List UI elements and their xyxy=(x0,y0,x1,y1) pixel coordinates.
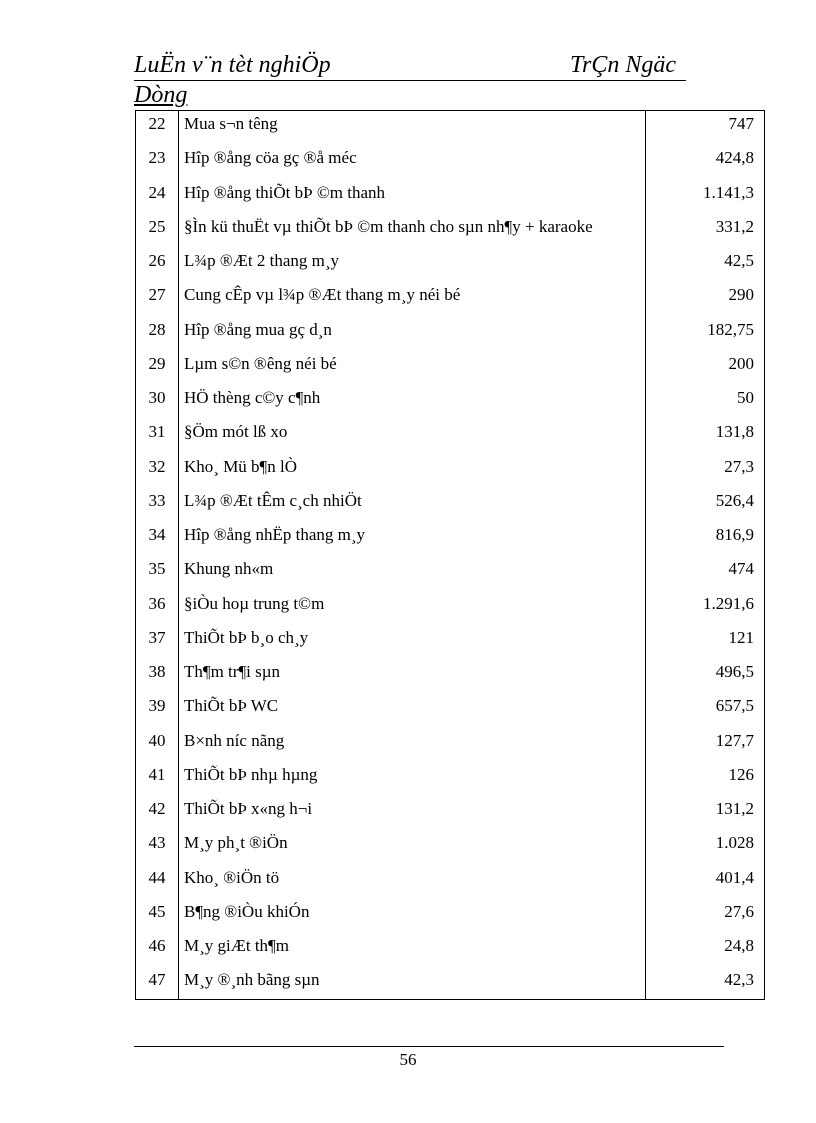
row-number: 46 xyxy=(148,936,166,955)
item-name: L¾p ®Æt tÊm c¸ch nhiÖt xyxy=(184,490,362,510)
item-value: 127,7 xyxy=(715,730,754,750)
item-value: 24,8 xyxy=(724,936,754,955)
row-number: 22 xyxy=(148,114,166,133)
item-name: Kho¸ ®iÖn tö xyxy=(184,867,280,887)
item-name: L¾p ®Æt 2 thang m¸y xyxy=(184,251,340,270)
row-number: 36 xyxy=(148,593,166,613)
table-row xyxy=(136,248,764,282)
table-row xyxy=(136,317,764,351)
item-name: Cung cÊp vµ l¾p ®Æt thang m¸y néi bé xyxy=(184,285,461,305)
row-number: 34 xyxy=(148,525,166,544)
item-value: 657,5 xyxy=(715,696,754,716)
item-value: 747 xyxy=(728,114,754,133)
row-number: 25 xyxy=(148,216,166,236)
row-number: 26 xyxy=(148,251,166,270)
item-name: B×nh níc nãng xyxy=(184,730,285,750)
item-name: §Öm mót lß xo xyxy=(184,422,288,442)
row-number: 33 xyxy=(148,490,166,510)
item-value: 424,8 xyxy=(715,148,754,168)
item-name: Kho¸ Mü b¶n lÒ xyxy=(184,456,298,476)
table-row xyxy=(136,522,764,556)
item-name: Mua s¬n têng xyxy=(184,114,278,133)
table-row xyxy=(136,625,764,659)
item-value: 1.028 xyxy=(715,833,754,853)
item-name: ThiÕt bÞ nhµ hµng xyxy=(184,764,318,784)
item-value: 1.291,6 xyxy=(703,593,754,613)
table-row xyxy=(136,796,764,830)
table-row xyxy=(136,967,764,1001)
table-row xyxy=(136,351,764,385)
row-number: 44 xyxy=(148,867,166,887)
item-name: M¸y ®¸nh bãng sµn xyxy=(184,970,320,990)
item-name: ThiÕt bÞ WC xyxy=(184,696,279,716)
row-number: 37 xyxy=(148,627,166,647)
item-value: 131,8 xyxy=(715,422,754,442)
item-value: 401,4 xyxy=(715,867,754,887)
item-name: M¸y ph¸t ®iÖn xyxy=(184,833,288,853)
author-name: TrÇn Ngäc xyxy=(570,52,677,78)
row-number: 40 xyxy=(148,730,166,750)
item-value: 182,75 xyxy=(707,319,754,339)
item-name: ThiÕt bÞ b¸o ch¸y xyxy=(184,627,309,647)
item-name: Hîp ®ång nhËp thang m¸y xyxy=(184,525,365,544)
footer-rule xyxy=(134,1046,724,1047)
row-number: 24 xyxy=(148,182,166,202)
row-number: 29 xyxy=(148,353,166,373)
item-name: M¸y giÆt th¶m xyxy=(184,936,289,955)
item-name: Khung nh«m xyxy=(184,559,274,579)
item-value: 42,5 xyxy=(724,251,754,270)
table-row xyxy=(136,556,764,590)
row-number: 41 xyxy=(148,764,166,784)
item-name: Lµm s©n ®êng néi bé xyxy=(184,353,337,373)
item-value: 131,2 xyxy=(715,799,754,818)
item-name: §Ìn kü thuËt vµ thiÕt bÞ ©m thanh cho sµn nh¶y + karaoke xyxy=(184,216,593,236)
item-name: Hîp ®ång mua gç d¸n xyxy=(184,319,332,339)
table-row xyxy=(136,830,764,864)
item-value: 27,3 xyxy=(724,456,754,476)
row-number: 42 xyxy=(148,799,166,818)
item-value: 121 xyxy=(728,627,754,647)
item-value: 526,4 xyxy=(715,490,754,510)
item-value: 27,6 xyxy=(724,901,754,921)
row-number: 31 xyxy=(148,422,166,442)
row-number: 39 xyxy=(148,696,166,716)
table-row xyxy=(136,214,764,248)
table-row xyxy=(136,693,764,727)
row-number: 47 xyxy=(148,970,166,990)
item-value: 496,5 xyxy=(715,662,754,681)
item-value: 50 xyxy=(737,388,754,407)
item-name: B¶ng ®iÒu khiÓn xyxy=(184,901,310,921)
table-row xyxy=(136,419,764,453)
table-row xyxy=(136,111,764,145)
table-row xyxy=(136,488,764,522)
item-value: 200 xyxy=(728,353,754,373)
table-row xyxy=(136,933,764,967)
item-name: HÖ thèng c©y c¶nh xyxy=(184,388,321,407)
item-name: §iÒu hoµ trung t©m xyxy=(184,593,325,613)
table-row xyxy=(136,591,764,625)
item-value: 126 xyxy=(728,764,754,784)
item-value: 1.141,3 xyxy=(703,182,754,202)
table-row xyxy=(136,899,764,933)
table-row xyxy=(136,180,764,214)
item-value: 331,2 xyxy=(715,216,754,236)
table-row xyxy=(136,762,764,796)
item-value: 290 xyxy=(728,285,754,305)
row-number: 43 xyxy=(148,833,166,853)
item-name: Th¶m tr¶i sµn xyxy=(184,662,281,681)
item-value: 474 xyxy=(728,559,754,579)
row-number: 32 xyxy=(148,456,166,476)
row-number: 45 xyxy=(148,901,166,921)
item-value: 42,3 xyxy=(724,970,754,990)
author-name-continued: Dòng xyxy=(134,82,188,108)
item-value: 816,9 xyxy=(715,525,754,544)
table-row xyxy=(136,728,764,762)
table-row xyxy=(136,454,764,488)
thesis-title: LuËn v¨n tèt nghiÖp xyxy=(134,52,331,78)
page-number: 56 xyxy=(399,1050,417,1069)
item-name: Hîp ®ång thiÕt bÞ ©m thanh xyxy=(184,182,386,202)
item-name: Hîp ®ång cöa gç ®å méc xyxy=(184,148,357,168)
item-name: ThiÕt bÞ x«ng h¬i xyxy=(184,799,313,818)
cost-table xyxy=(135,110,765,1000)
table-row xyxy=(136,865,764,899)
table-row xyxy=(136,385,764,419)
table-row xyxy=(136,145,764,179)
row-number: 30 xyxy=(148,388,166,407)
table-row xyxy=(136,659,764,693)
row-number: 35 xyxy=(148,559,166,579)
row-number: 23 xyxy=(148,148,166,168)
row-number: 38 xyxy=(148,662,166,681)
row-number: 27 xyxy=(148,285,166,305)
table-row xyxy=(136,282,764,316)
header-rule xyxy=(134,80,686,81)
row-number: 28 xyxy=(148,319,166,339)
